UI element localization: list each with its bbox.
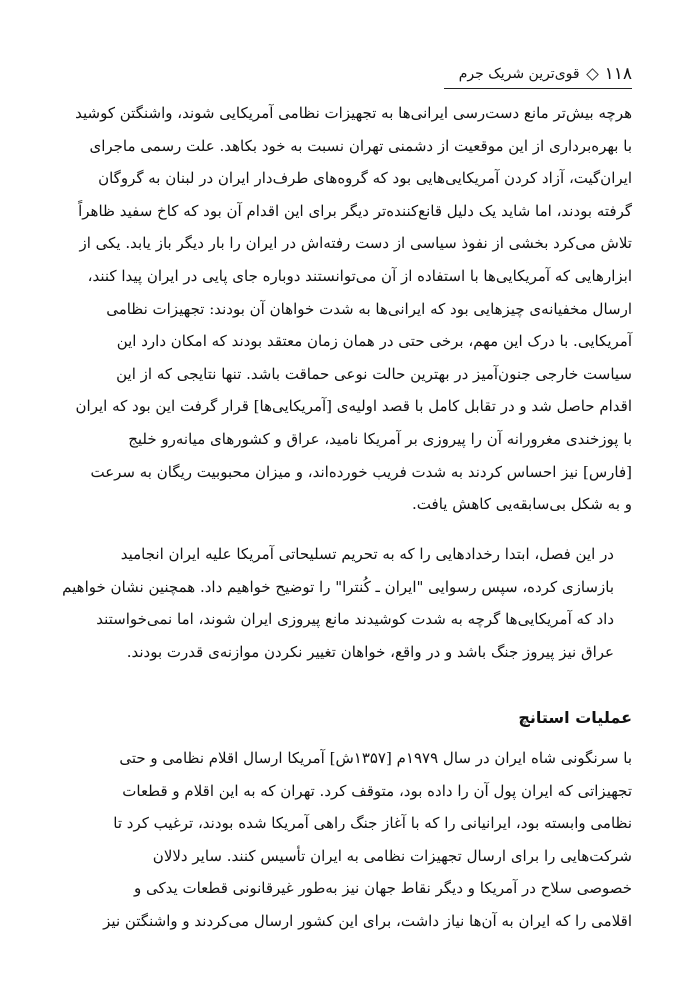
- paragraph: [66, 742, 632, 938]
- text-line: تلاش می‌کرد بخشی از نفوذ سیاسی از دست رفته‌اش در ایران را بار دیگر باز یابد. یکی از: [79, 234, 632, 253]
- book-title: قوی‌ترین شریک جرم: [458, 66, 580, 82]
- text-line: بازسازی کرده، سپس رسوایی "ایران ـ کُنترا" را توضیح خواهیم داد. همچنین نشان خواهیم: [62, 577, 614, 596]
- text-line: با سرنگونی شاه ایران در سال ۱۹۷۹م [۱۳۵۷ش] آمریکا ارسال اقلام نظامی و حتی: [119, 749, 632, 767]
- section-heading: عملیات استانچ: [518, 708, 632, 727]
- text-line: ایران‌گیت، آزاد کردن آمریکایی‌هایی بود که گروه‌های طرف‌دار ایران در لبنان به گروگان: [98, 169, 632, 188]
- text-line: ابزارهایی که آمریکایی‌ها با استفاده از آن می‌توانستند دوباره جای پایی در ایران پیدا کنند،: [87, 266, 632, 285]
- page-number: ۱۱۸: [604, 64, 632, 84]
- text-line: شرکت‌هایی را برای ارسال تجهیزات نظامی به ایران تأسیس کنند. سایر دلالان: [152, 846, 632, 865]
- header-rule: [444, 88, 632, 89]
- text-line: اقلامی را که ایران به آن‌ها نیاز داشت، برای این کشور ارسال می‌کردند و واشنگتن نیز: [103, 911, 632, 930]
- text-line: گرفته بودند، اما شاید یک دلیل قانع‌کننده‌تر دیگر برای این اقدام آن بود که کاخ سفید ظاهراً: [78, 201, 632, 220]
- text-line: عراق نیز پیروز جنگ باشد و در واقع، خواهان تغییر نکردن موازنه‌ی قدرت بودند.: [126, 642, 614, 661]
- text-line: داد که آمریکایی‌ها گرچه به شدت کوشیدند مانع پیروزی ایران شوند، اما نمی‌خواستند: [96, 610, 614, 629]
- paragraph: [62, 538, 632, 668]
- text-line: تجهیزاتی که ایران پول آن را داده بود، متوقف کرد. تهران که به این اقلام و قطعات: [122, 781, 632, 800]
- text-line: سیاست خارجی جنون‌آمیز در بهترین حالت نوعی حماقت باشد. تنها نتایجی که از این: [116, 364, 632, 383]
- text-line: و به شکل بی‌سابقه‌یی کاهش یافت.: [412, 495, 632, 514]
- paragraph: [66, 97, 632, 521]
- text-line: در این فصل، ابتدا رخدادهایی را که به تحریم تسلیحاتی آمریکا علیه ایران انجامید: [120, 545, 614, 563]
- text-line: اقدام حاصل شد و در تقابل کامل با قصد اولیه‌ی [آمریکایی‌ها] قرار گرفت این بود که ایران: [75, 397, 632, 416]
- diamond-icon: [586, 68, 599, 81]
- text-line: با پوزخندی مغرورانه آن را پیروزی بر آمریکا نامید، عراق و کشورهای میانه‌رو خلیج: [128, 429, 632, 448]
- text-line: آمریکایی. با درک این مهم، برخی حتی در همان زمان معتقد بودند که امکان دارد این: [116, 332, 632, 351]
- text-line: [فارس] نیز احساس کردند به شدت فریب خورده‌اند، و میزان محبوبیت ریگان به سرعت: [90, 462, 632, 481]
- running-header: [459, 62, 632, 86]
- text-line: ارسال مخفیانه‌ی چیزهایی بود که ایرانی‌ها به شدت خواهان آن بودند: تجهیزات نظامی: [106, 299, 632, 318]
- text-line: نظامی وابسته بود، ایرانیانی را که با آغاز جنگ راهی آمریکا شده بودند، ترغیب کرد تا: [113, 814, 632, 833]
- text-line: هرچه بیش‌تر مانع دست‌رسی ایرانی‌ها به تجهیزات نظامی آمریکایی شوند، واشنگتن کوشید: [75, 104, 632, 122]
- text-line: خصوصی سلاح در آمریکا و دیگر نقاط جهان نیز به‌طور غیرقانونی قطعات یدکی و: [134, 879, 632, 898]
- text-line: با بهره‌برداری از این موقعیت از دشمنی تهران نسبت به خود بکاهد. علت رسمی ماجرای: [89, 136, 632, 155]
